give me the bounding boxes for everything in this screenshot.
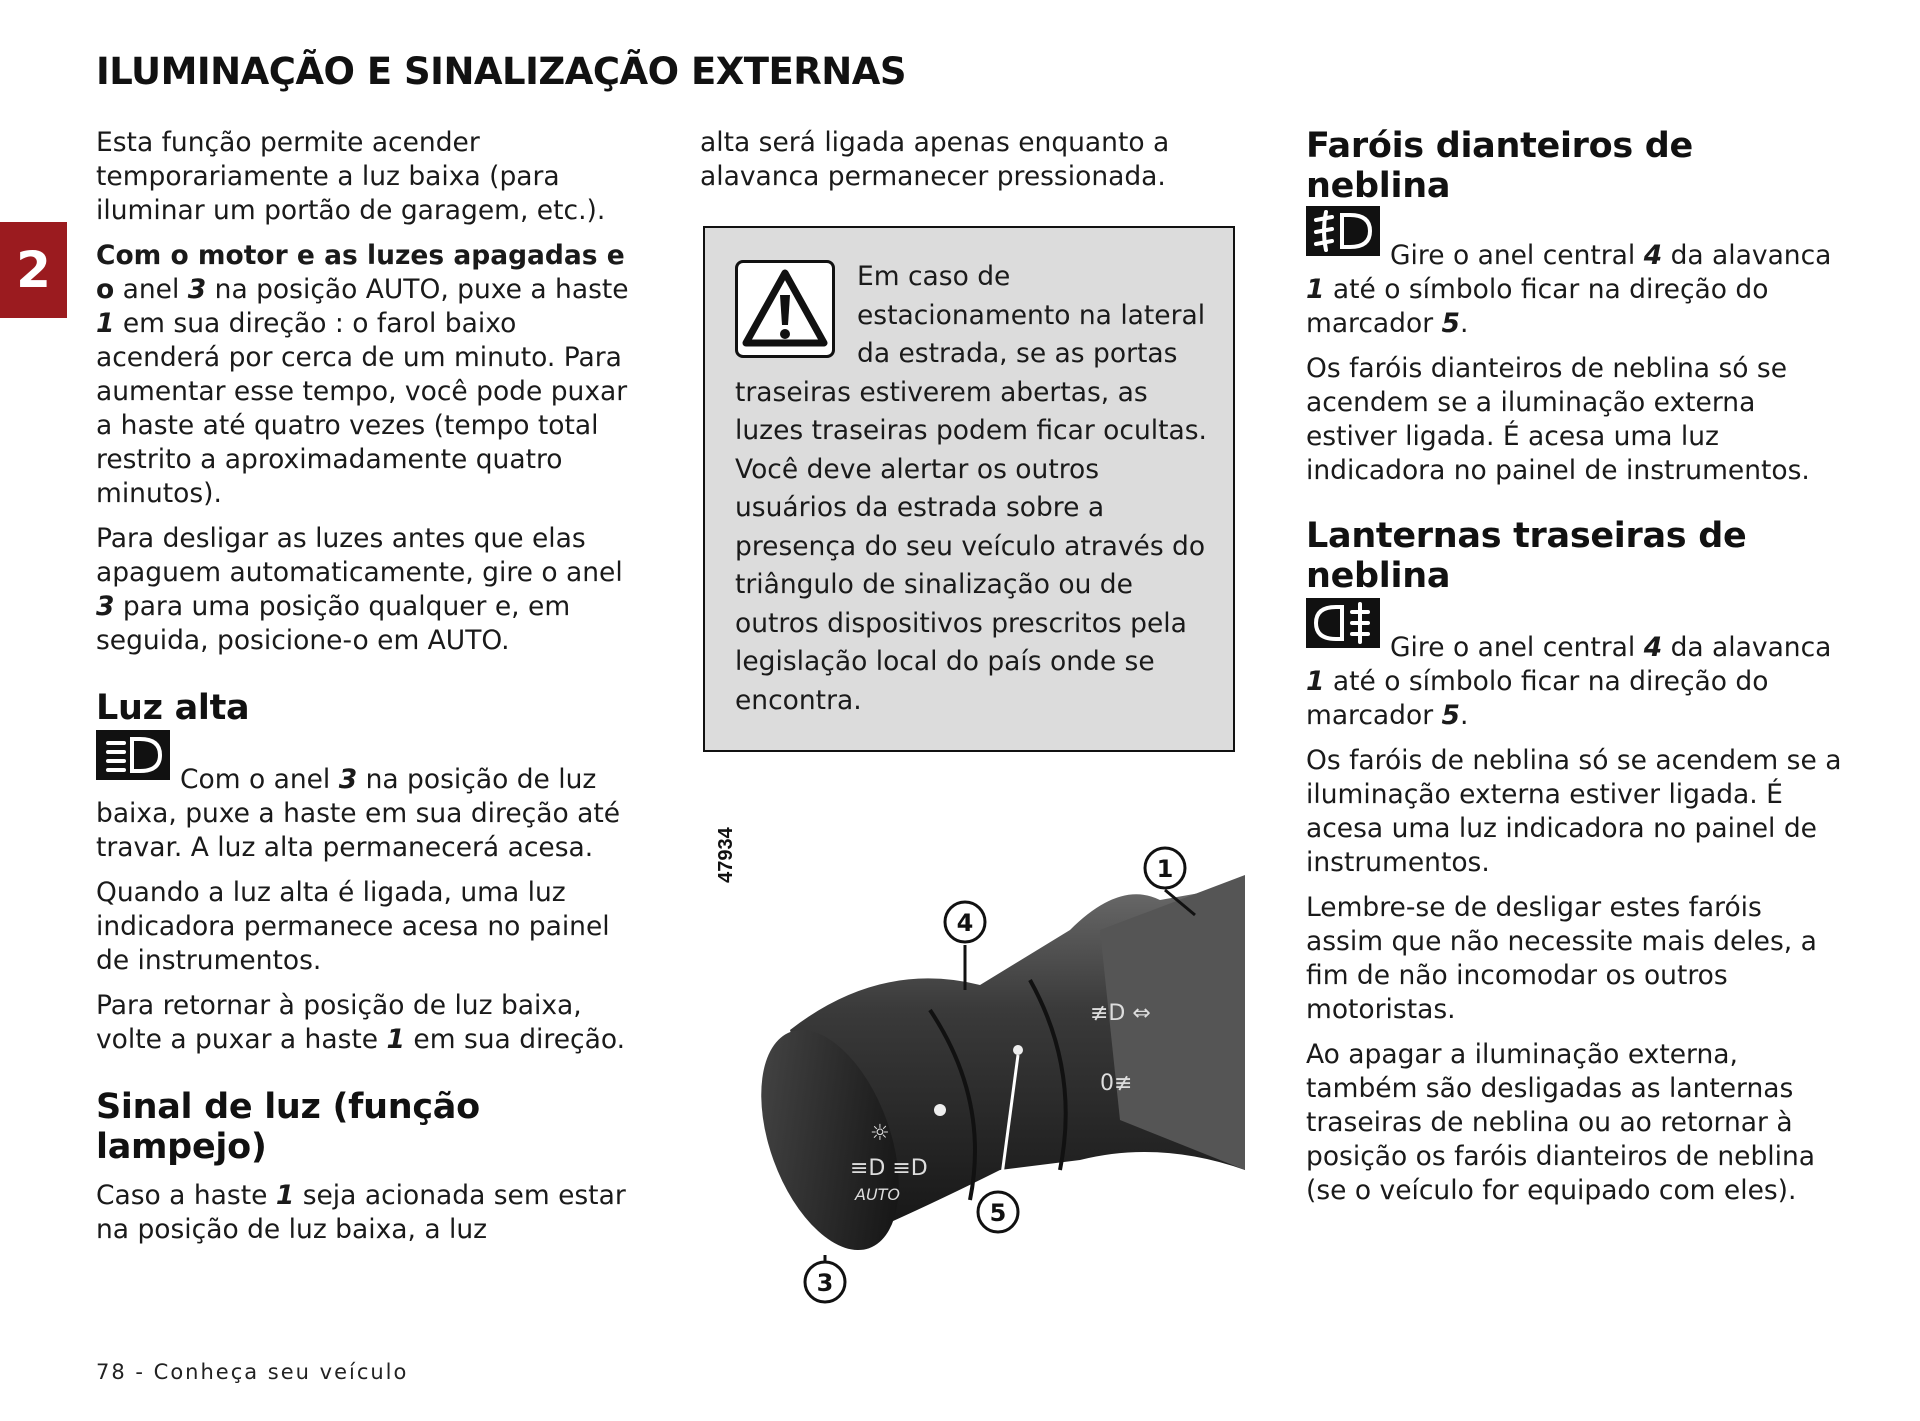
- chapter-tab: 2: [0, 222, 67, 318]
- sinal-paragraph: [96, 1179, 641, 1247]
- text: .: [1459, 700, 1469, 731]
- ref-number: 1: [386, 1024, 405, 1055]
- ref-number: 1: [275, 1180, 295, 1211]
- rear-fog-light-icon: [1306, 598, 1380, 648]
- column-left: [96, 126, 641, 1258]
- intro-paragraph: Esta função permite acender temporariamente a luz baixa (para iluminar um portão de garagem, etc.).: [96, 127, 606, 226]
- svg-text:≢D ⇔: ≢D ⇔: [1090, 1001, 1151, 1026]
- warning-box: [703, 226, 1235, 752]
- svg-text:4: 4: [956, 909, 974, 937]
- text: para uma posição qualquer e, em seguida, posicione-o em AUTO.: [96, 591, 571, 656]
- lanternas-off-paragraph: Ao apagar a iluminação externa, também são desligadas as lanternas traseiras de neblina ou ao retornar à posição os faróis dianteiros de neblina (se o veículo for equipado com eles).: [1306, 1039, 1816, 1206]
- text: Caso a haste: [96, 1180, 276, 1211]
- luz-alta-paragraph: [96, 746, 641, 865]
- heading-luz-alta: Luz alta: [96, 688, 250, 728]
- svg-text:0≢: 0≢: [1100, 1071, 1133, 1096]
- ref-number: 4: [1643, 632, 1663, 663]
- text: seja acionada sem estar na posição de luz baixa, a luz: [96, 1180, 626, 1245]
- ref-number: 3: [187, 274, 207, 305]
- figure-reference: 47934: [715, 827, 737, 883]
- text: Para desligar as luzes antes que elas apaguem automaticamente, gire o anel: [96, 523, 623, 588]
- heading-farois-neblina: Faróis dianteiros de neblina: [1306, 126, 1693, 206]
- text: na posição de luz baixa, puxe a haste em sua direção até travar. A luz alta permanecerá acesa.: [96, 764, 621, 863]
- text: Gire o anel central: [1390, 240, 1644, 271]
- lanternas-paragraph: [1306, 614, 1846, 733]
- page-title: ILUMINAÇÃO E SINALIZAÇÃO EXTERNAS: [96, 50, 907, 93]
- ref-number: 1: [96, 308, 115, 339]
- text: .: [1459, 308, 1469, 339]
- stalk-figure: [700, 780, 1245, 1320]
- farois-info-paragraph: Os faróis dianteiros de neblina só se acendem se a iluminação externa estiver ligada. É acesa uma luz indicadora no painel de instrumentos.: [1306, 353, 1810, 486]
- text: da alavanca: [1662, 240, 1832, 271]
- continuation-paragraph: alta será ligada apenas enquanto a alavanca permanecer pressionada.: [700, 127, 1170, 192]
- text: na posição AUTO, puxe a haste: [206, 274, 629, 305]
- column-middle: [700, 126, 1238, 205]
- callout-4: [945, 902, 985, 942]
- text: da alavanca: [1662, 632, 1832, 663]
- ref-number: 3: [96, 591, 115, 622]
- farois-paragraph: [1306, 222, 1846, 341]
- svg-text:1: 1: [1156, 855, 1174, 883]
- text: até o símbolo ficar na direção do marcador: [1306, 666, 1769, 731]
- callout-1: [1145, 848, 1185, 888]
- text: Para retornar à posição de luz baixa, volte a puxar a haste: [96, 990, 582, 1055]
- warning-text: Em caso de estacionamento na lateral da estrada, se as portas traseiras estiverem abertas, as luzes traseiras podem ficar ocultas. Você deve alertar os outros usuários da estrada sobre a presença do seu veículo através do triângulo de sinalização ou de outros dispositivos prescritos pela legislação local do país onde se encontra.: [735, 261, 1207, 716]
- text: em sua direção : o farol baixo acenderá por cerca de um minuto. Para aumentar esse tempo, você pode puxar a haste até quatro vezes (tempo total restrito a aproximadamente quatro minutos).: [96, 308, 628, 509]
- svg-text:≡D ≡D: ≡D ≡D: [850, 1156, 928, 1181]
- svg-text:☼: ☼: [870, 1121, 890, 1146]
- high-beam-icon: [96, 730, 170, 780]
- ref-number: 4: [1643, 240, 1663, 271]
- heading-lanternas-neblina: Lanternas traseiras de neblina: [1306, 516, 1747, 596]
- switch-off-paragraph: [96, 522, 641, 658]
- ref-number: 1: [1306, 274, 1325, 305]
- luz-alta-return-paragraph: [96, 989, 641, 1057]
- auto-label: AUTO: [855, 1185, 901, 1204]
- ref-number: 1: [1306, 666, 1325, 697]
- auto-light-paragraph: [96, 239, 641, 511]
- column-right: [1306, 126, 1846, 1219]
- lanternas-reminder-paragraph: Lembre-se de desligar estes faróis assim que não necessite mais deles, a fim de não incomodar os outros motoristas.: [1306, 892, 1817, 1025]
- heading-sinal-de-luz: Sinal de luz (função lampejo): [96, 1087, 480, 1167]
- front-fog-light-icon: [1306, 206, 1380, 256]
- page-footer: 78 - Conheça seu veículo: [96, 1360, 409, 1384]
- callout-3: [805, 1262, 845, 1302]
- ref-number: 5: [1441, 308, 1460, 339]
- text: Gire o anel central: [1390, 632, 1644, 663]
- text: até o símbolo ficar na direção do marcador: [1306, 274, 1769, 339]
- warning-triangle-icon: [735, 260, 835, 358]
- callout-5: [978, 1192, 1018, 1232]
- svg-text:3: 3: [816, 1269, 834, 1297]
- text: Com o anel: [180, 764, 339, 795]
- ref-number: 3: [338, 764, 358, 795]
- text: anel: [114, 274, 188, 305]
- luz-alta-indicator-paragraph: Quando a luz alta é ligada, uma luz indicadora permanece acesa no painel de instrumentos.: [96, 877, 610, 976]
- text: em sua direção.: [404, 1024, 625, 1055]
- svg-text:5: 5: [989, 1199, 1007, 1227]
- bold-lead: Com o motor e as luzes apagadas e o: [96, 240, 625, 305]
- ref-number: 5: [1441, 700, 1460, 731]
- lanternas-info-paragraph: Os faróis de neblina só se acendem se a iluminação externa estiver ligada. É acesa uma luz indicadora no painel de instrumentos.: [1306, 745, 1842, 878]
